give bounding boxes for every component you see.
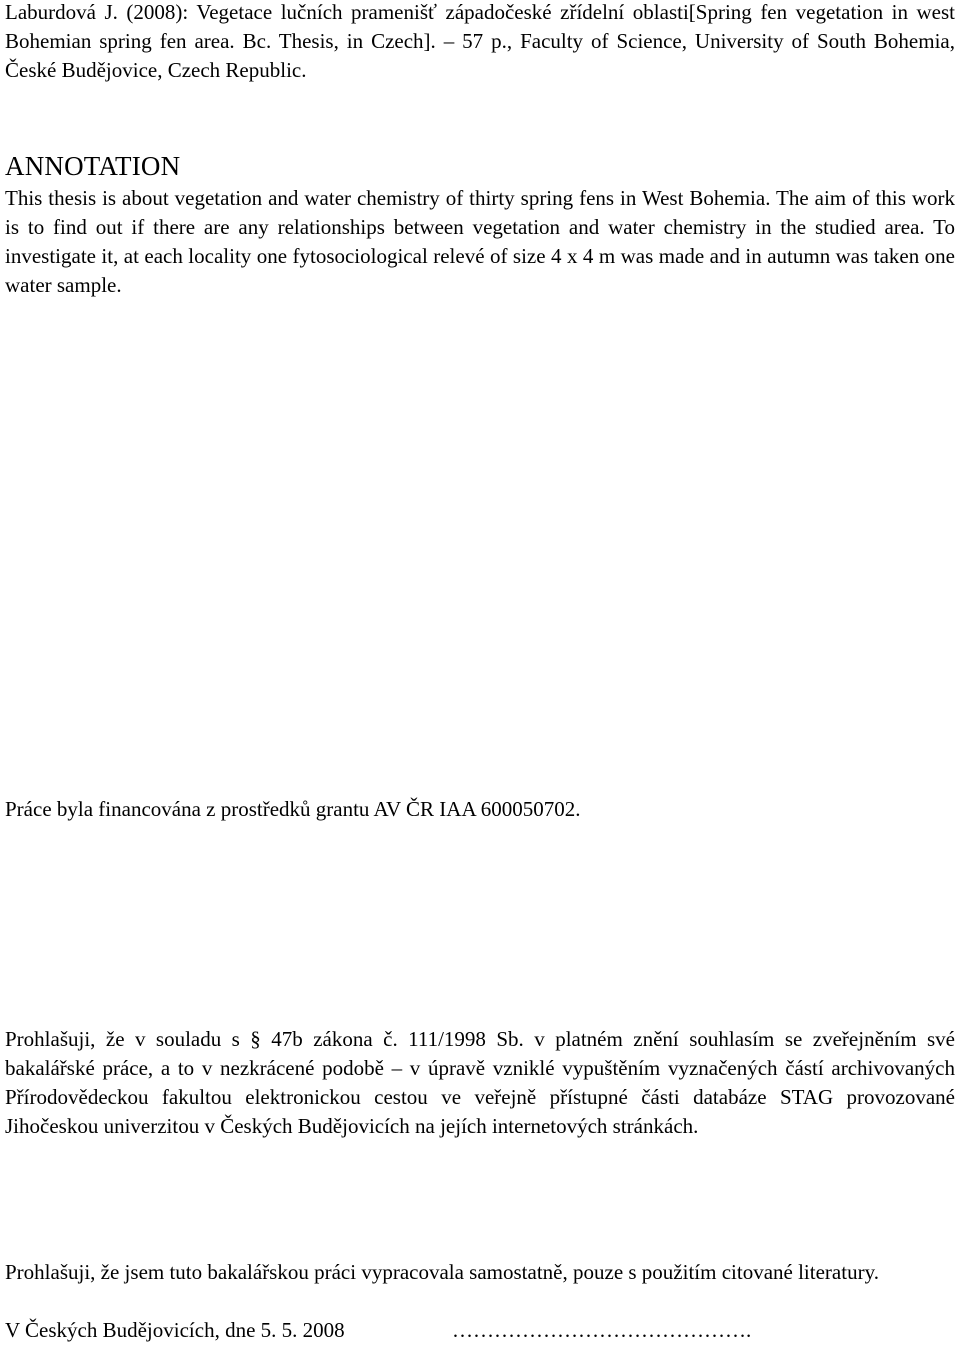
- place-date: V Českých Budějovicích, dne 5. 5. 2008: [5, 1318, 345, 1342]
- annotation-heading: ANNOTATION: [5, 151, 181, 181]
- signature-line: [5, 1316, 955, 1345]
- signature-dots: …………………………………….: [452, 1318, 752, 1342]
- annotation-text: This thesis is about vegetation and water chemistry of thirty spring fens in West Bohemia. The aim of this work is to find out if there are any relationships between vegetation and water chemistry in the studied area. To investigate it, at each locality one fytosociological relevé of size 4 x 4 m was made and in autumn was taken one water sample.: [5, 186, 955, 297]
- consent-statement: Prohlašuji, že v souladu s § 47b zákona č. 111/1998 Sb. v platném znění souhlasím se zveřejněním své bakalářské práce, a to v nezkrácené podobě – v úpravě vzniklé vypuštěním vyznačených částí archivovaných Přírodovědeckou fakultou elektronickou cestou ve veřejně přístupné části databáze STAG provozované Jihočeskou univerzitou v Českých Budějovicích na jejích internetových stránkách.: [5, 1027, 955, 1138]
- authorship-declaration: Prohlašuji, že jsem tuto bakalářskou práci vypracovala samostatně, pouze s použitím citované literatury.: [5, 1260, 879, 1284]
- funding-statement: Práce byla financována z prostředků grantu AV ČR IAA 600050702.: [5, 797, 581, 821]
- citation-text: Laburdová J. (2008): Vegetace lučních pramenišť západočeské zřídelní oblasti[Spring fen vegetation in west Bohemian spring fen area. Bc. Thesis, in Czech]. – 57 p., Faculty of Science, University of South Bohemia, České Budějovice, Czech Republic.: [5, 0, 955, 82]
